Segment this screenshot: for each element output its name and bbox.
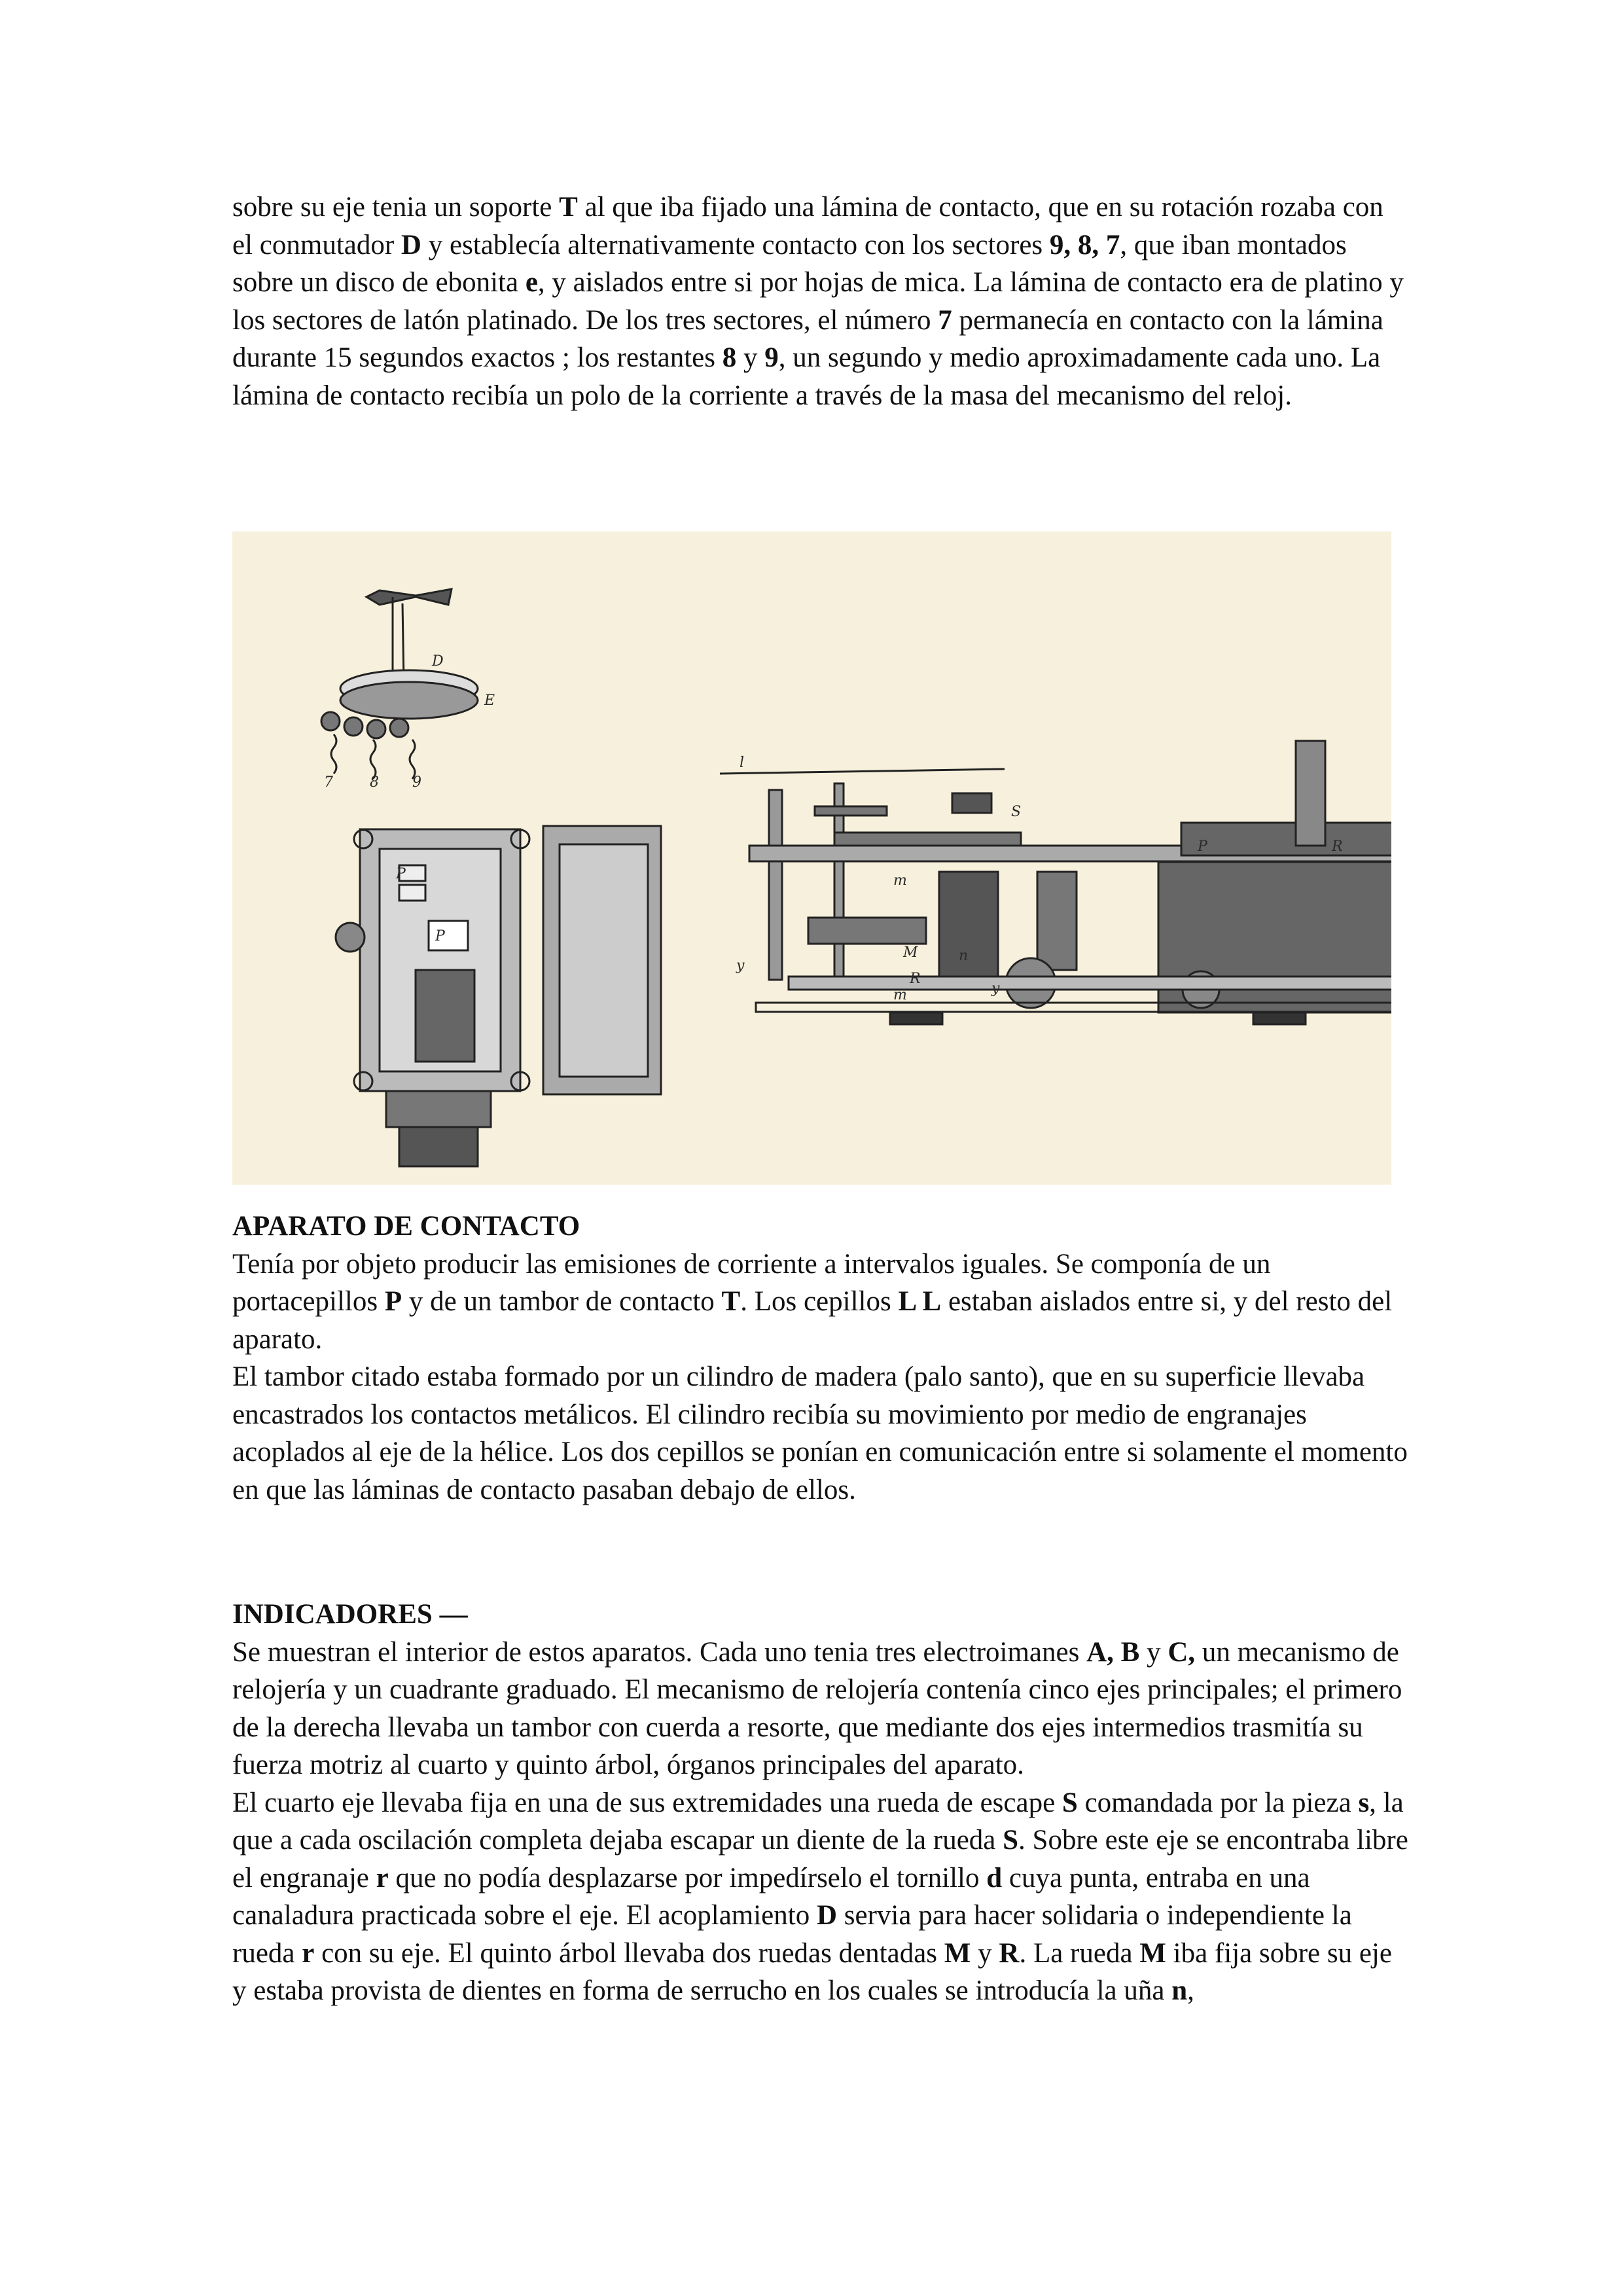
bold-reference: S [1061, 1787, 1078, 1818]
text-run: y [971, 1937, 999, 1969]
text-run: , [1187, 1975, 1194, 2006]
bold-reference: C, [1168, 1636, 1196, 1668]
commutator-sketch [321, 589, 478, 779]
figure-label: E [484, 692, 495, 709]
text-run: , y aislados entre si por hojas de mica. La lámina de contacto era de platino y los sectores de latón platinado. De los tres sectores, el número [232, 267, 1404, 336]
paragraph [232, 188, 1410, 414]
text-run: cuya punta, entraba en una canaladura practicada sobre el eje. El acoplamiento [232, 1862, 1310, 1931]
clockwork-sketch [720, 741, 1391, 1024]
section-aparato-de-contacto [232, 1208, 1410, 1509]
figure-label: n [959, 948, 969, 964]
figure-label: P [396, 866, 406, 882]
bold-reference: r [302, 1937, 315, 1969]
bold-reference: M [1139, 1937, 1166, 1969]
figure-label: m [893, 872, 907, 889]
paragraph [232, 1784, 1410, 2010]
bold-reference: 7 [938, 304, 952, 336]
mechanism-illustration [232, 531, 1391, 1185]
figure-label: M [903, 944, 918, 961]
figure-label: 7 [324, 774, 333, 791]
bold-reference: A, B [1086, 1636, 1140, 1668]
text-run: Se muestran el interior de estos aparatos. Cada uno tenia tres electroimanes [232, 1636, 1087, 1668]
text-run [1099, 230, 1106, 260]
figure-label: P [435, 928, 445, 944]
text-run: servia para hacer solidaria o independiente la rueda [232, 1900, 1352, 1969]
figure-label: l [740, 755, 745, 771]
bold-reference: r [376, 1862, 389, 1893]
figure-label: S [1011, 804, 1022, 820]
text-run: , la que a cada oscilación completa dejaba escapar un diente de la rueda [232, 1787, 1404, 1856]
text-run: Tenía por objeto producir las emisiones de corriente a intervalos iguales. Se componía de un portacepillos [232, 1248, 1271, 1317]
section-heading: INDICADORES — [232, 1599, 468, 1630]
text-run: y [736, 342, 765, 373]
bold-reference: 8 [722, 342, 737, 373]
section-indicadores [232, 1596, 1410, 2010]
text-run: comandada por la pieza [1077, 1787, 1359, 1818]
text-run: y establecía alternativamente contacto con los sectores [421, 229, 1050, 260]
text-run: . Sobre este eje se encontraba libre el engranaje [232, 1825, 1408, 1893]
contact-box-sketch [336, 826, 661, 1166]
bold-reference: T [721, 1286, 741, 1317]
figure-label: y [736, 958, 745, 974]
bold-reference: e [525, 267, 538, 298]
mechanism-drawing [232, 531, 1391, 1185]
figure-label: P [1198, 838, 1207, 855]
bold-reference: T [559, 192, 578, 223]
bold-reference: D [401, 229, 421, 260]
figure-label: R [1332, 838, 1343, 855]
figure-label: R [910, 971, 921, 987]
bold-reference: d [986, 1862, 1003, 1893]
paragraph [232, 1246, 1410, 1359]
bold-reference: s [1358, 1787, 1370, 1818]
bold-reference: 9 [764, 342, 779, 373]
text-run: . La rueda [1019, 1937, 1140, 1969]
figure-label: 9 [412, 774, 421, 791]
figure-label: y [991, 980, 1000, 997]
text-run: estaban aislados entre si, y del resto del aparato. [232, 1286, 1393, 1355]
text-run: . Los cepillos [740, 1286, 899, 1317]
bold-reference: P [384, 1286, 402, 1317]
paragraph [232, 1634, 1410, 1784]
bold-reference: D [816, 1900, 838, 1931]
figure-label: m [893, 987, 907, 1003]
text-run: El tambor citado estaba formado por un cilindro de madera (palo santo), que en su superficie llevaba encastrados los contactos metálicos. El cilindro recibía su movimiento por medio de engranajes acoplados al eje de la hélice. Los dos cepillos se ponían en comunicación entre si solamente el momento en que las láminas de contacto pasaban debajo de ellos. [232, 1361, 1408, 1505]
text-run: que no podía desplazarse por impedírselo el tornillo [388, 1862, 987, 1893]
text-run: y de un tambor de contacto [402, 1286, 722, 1317]
text-run: sobre su eje tenia un soporte [232, 192, 560, 223]
text-run: y [1139, 1636, 1168, 1668]
paragraph [232, 1358, 1410, 1509]
text-run: permanecía en contacto con la lámina durante 15 segundos exactos ; los restantes [232, 304, 1383, 373]
text-run: un mecanismo de relojería y un cuadrante graduado. El mecanismo de relojería contenía cinco ejes principales; el primero de la derecha llevaba un tambor con cuerda a resorte, que mediante dos ejes intermedios trasmitía su fuerza motriz al cuarto y quinto árbol, órganos principales del aparato. [232, 1636, 1402, 1780]
text-run: , que iban montados sobre un disco de ebonita [232, 229, 1347, 298]
figure-label: 8 [370, 774, 379, 791]
bold-reference: R [999, 1937, 1020, 1969]
figure-label: D [432, 653, 444, 670]
bold-reference: n [1171, 1975, 1188, 2006]
bold-reference: 7 [1105, 229, 1120, 260]
text-run: con su eje. El quinto árbol llevaba dos ruedas dentadas [314, 1937, 944, 1969]
bold-reference: M [944, 1937, 971, 1969]
text-run: iba fija sobre su eje y estaba provista de dientes en forma de serrucho en los cuales se introducía la uña [232, 1937, 1392, 2006]
section-heading: APARATO DE CONTACTO [232, 1211, 580, 1242]
text-run: , un segundo y medio aproximadamente cada uno. La lámina de contacto recibía un polo de la corriente a través de la masa del mecanismo del reloj. [232, 342, 1381, 411]
text-run: El cuarto eje llevaba fija en una de sus extremidades una rueda de escape [232, 1787, 1062, 1818]
bold-reference: 9, 8, [1049, 229, 1099, 260]
text-block-intro [232, 188, 1410, 414]
bold-reference: S [1003, 1825, 1019, 1856]
bold-reference: L L [898, 1286, 942, 1317]
text-run: al que iba fijado una lámina de contacto, que en su rotación rozaba con el conmutador [232, 192, 1383, 260]
